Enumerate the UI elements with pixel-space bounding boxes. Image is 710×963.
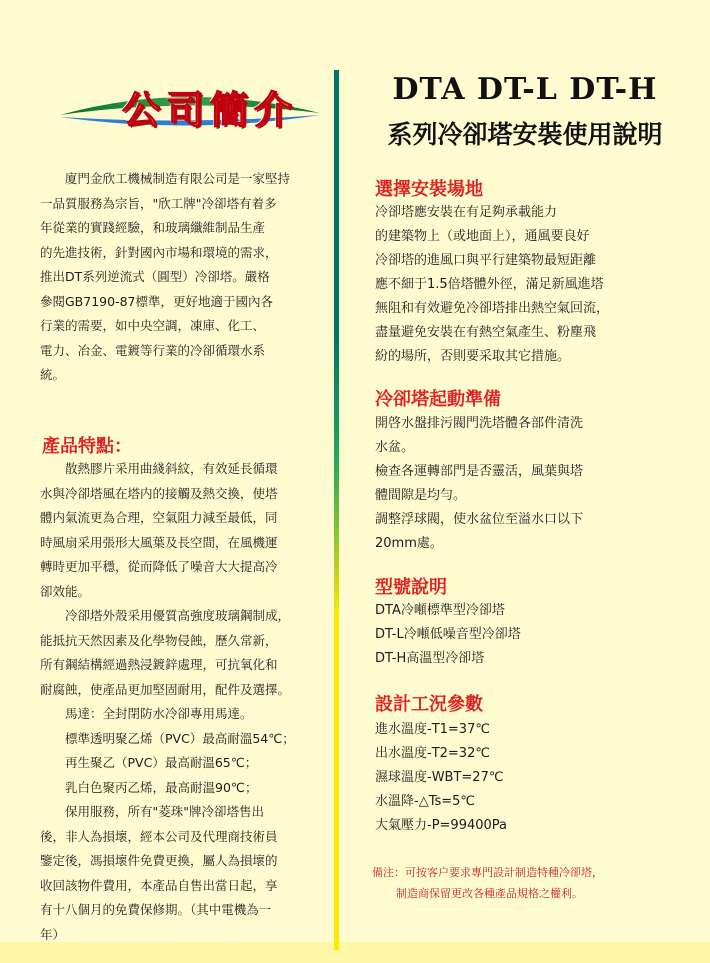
- text-line: 電力、冶金、電鍍等行業的冷卻循環水系: [40, 342, 266, 358]
- text-line: 檢查各運轉部門是否靈活，風葉與塔: [375, 464, 584, 479]
- text-line: 進水溫度-T1=37℃: [375, 722, 490, 737]
- text-line: 水溫降-△Ts=5℃: [375, 794, 476, 809]
- section-models-text: [375, 599, 685, 671]
- text-line: 調整浮球閥，使水盆位至溢水口以下: [375, 512, 584, 527]
- text-line: 轉時更加平穩，從而降低了噪音大大提高冷: [40, 559, 278, 574]
- text-line: 開啓水盤排污閥門洗塔體各部件清洗: [375, 416, 584, 431]
- text-line: 應不細于1.5倍塔體外徑，滿足新風進塔: [375, 277, 604, 292]
- text-line: 時風扇采用張形大風葉及長空間，在風機運: [40, 534, 278, 550]
- text-line: DT-L冷噸低噪音型冷卻塔: [375, 627, 521, 642]
- company-intro: [40, 167, 336, 388]
- company-profile-banner: [55, 75, 325, 135]
- features-heading: 產品特點：: [42, 436, 132, 457]
- section-startup-text: [375, 412, 685, 556]
- text-line: 20mm處。: [375, 536, 443, 551]
- text-line: 後，非人為損壞，經本公司及代理商技術員: [40, 828, 278, 844]
- section-site-text: [375, 201, 685, 369]
- text-line: 散熱膠片采用曲綫斜紋，有效延長循環: [65, 461, 278, 476]
- section-heading-models: 型號說明: [375, 577, 447, 598]
- text-line: DTA冷噸標準型冷卻塔: [375, 603, 505, 618]
- section-heading-site: 選擇安裝場地: [375, 179, 483, 200]
- text-line: 的建築物上（或地面上），通風要良好: [375, 229, 590, 244]
- text-line: 馬達：全封閉防水冷卻專用馬達。: [65, 706, 253, 721]
- remark-line-2: 制造商保留更改各種產品規格之權利。: [396, 887, 583, 900]
- text-line: 收回該物件費用，本產品自售出當日起，享: [40, 877, 278, 893]
- text-line: 水與冷卻塔風在塔内的接觸及熱交換，使塔: [40, 485, 278, 501]
- text-line: 的先進技術，針對國內市場和環境的需求，: [40, 244, 278, 260]
- text-line: 保用服務，所有"菱珠"牌冷卻塔售出: [65, 804, 264, 819]
- text-line: 能抵抗天然因素及化學物侵蝕，歷久常新，: [40, 632, 278, 648]
- section-heading-params: 設計工況參數: [375, 694, 483, 715]
- text-line: 推出DT系列逆流式（圓型）冷卻塔。嚴格: [40, 269, 270, 284]
- text-line: DT-H高溫型冷卻塔: [375, 651, 485, 666]
- title-manual: 系列冷卻塔安裝使用說明: [387, 120, 663, 149]
- banner-title: 公司簡介: [121, 87, 298, 132]
- text-line: 統。: [40, 367, 66, 382]
- text-line: 行業的需要，如中央空調，凍庫、化工、: [40, 318, 266, 333]
- section-heading-startup: 冷卻塔起動準備: [375, 389, 501, 410]
- text-line: 濕球溫度-WBT=27℃: [375, 770, 504, 785]
- text-line: 卻效能。: [40, 583, 91, 599]
- text-line: 所有鋼結構經過熱浸鍍鋅處理，可抗氧化和: [40, 657, 278, 672]
- text-line: 耐腐蝕，使產品更加堅固耐用，配件及選擇。: [40, 681, 291, 697]
- text-line: 參閱GB7190-87標準，更好地適于國內各: [40, 293, 273, 309]
- text-line: 年）: [40, 926, 66, 942]
- text-line: 體間隙是均勻。: [375, 488, 467, 503]
- text-line: 水盆。: [375, 440, 415, 455]
- text-line: 大氣壓力-P=99400Pa: [375, 818, 507, 833]
- text-line: 冷卻塔應安裝在有足夠承載能力: [375, 205, 558, 220]
- text-line: 冷卻塔的進風口與平行建築物最短距離: [375, 253, 597, 268]
- text-line: 有十八個月的免費保修期。（其中電機為一: [40, 902, 272, 917]
- text-line: 一品質服務為宗旨，"欣工牌"冷卻塔有着多: [40, 195, 277, 211]
- section-params-text: [375, 718, 685, 838]
- text-line: 紛的場所，否則要采取其它措施。: [375, 349, 571, 364]
- text-line: 冷卻塔外殼采用優質高強度玻璃鋼制成，: [65, 608, 291, 623]
- text-line: 盡量避免安裝在有熱空氣產生、粉塵飛: [375, 325, 597, 340]
- text-line: 再生聚乙（PVC）最高耐溫65℃；: [65, 755, 258, 770]
- remark-note: [372, 862, 692, 904]
- text-line: 乳白色聚丙乙烯，最高耐溫90℃；: [65, 779, 258, 795]
- text-line: 年從業的實踐經驗，和玻璃纖維制品生產: [40, 220, 266, 235]
- text-line: 廈門金欣工機械制造有限公司是一家堅持: [65, 171, 291, 186]
- title-models: DTA DT-L DT-H: [392, 72, 658, 107]
- text-line: 出水溫度-T2=32℃: [375, 746, 490, 761]
- text-line: 體内氣流更為合理，空氣阻力減至最低，同: [40, 510, 278, 525]
- features-text: [40, 457, 336, 947]
- text-line: 標準透明聚乙烯（PVC）最高耐溫54℃；: [65, 730, 295, 746]
- remark-line-1: 備注：可按客户要求專門設計制造特種冷卻塔，: [372, 866, 603, 879]
- text-line: 無阻和有效避免冷卻塔排出熱空氣回流，: [375, 301, 610, 316]
- text-line: 鑒定後，馮損壞件免費更換，屬人為損壞的: [40, 853, 278, 868]
